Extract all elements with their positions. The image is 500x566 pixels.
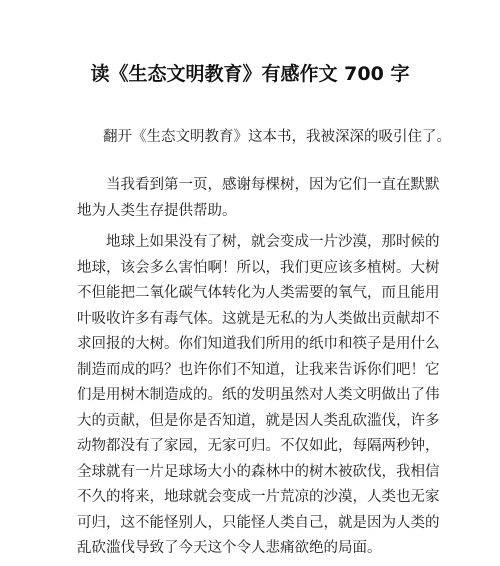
- paragraph-line: 乱砍滥伐导致了今天这个令人悲痛欲绝的局面。: [77, 540, 382, 556]
- paragraph-line: 地球，该会多么害怕啊！所以，我们更应该多植树。大树: [77, 259, 440, 276]
- paragraph-line: 不久的将来，地球就会变成一片荒凉的沙漠，人类也无家: [77, 489, 440, 505]
- paragraph-line: 不但能把二氧化碳气体转化为人类需要的氧气，而且能用: [77, 285, 440, 301]
- paragraph-line: 大的贡献，但是你是否知道，就是因人类乱砍滥伐，许多: [77, 412, 440, 429]
- paragraph-1: [77, 173, 440, 224]
- paragraph-line: 地为人类生存提供帮助。: [77, 202, 237, 219]
- paragraph-line: 叶吸收许多有毒气体。这就是无私的为人类做出贡献却不: [77, 310, 440, 327]
- paragraph-line: 地球上如果没有了树，就会变成一片沙漠，那时候的: [106, 234, 440, 250]
- paragraph-line: 动物都没有了家园，无家可归。不仅如此，每隔两秒钟，: [77, 438, 440, 454]
- paragraph-line: 全球就有一片足球场大小的森林中的树木被砍伐，我相信: [77, 463, 440, 480]
- paragraph-line: 可归，这不能怪别人，只能怪人类自己，就是因为人类的: [77, 514, 440, 531]
- paragraph-2: [77, 230, 440, 562]
- paragraph-line: 们是用树木制造成的。纸的发明虽然对人类文明做出了伟: [77, 387, 440, 403]
- paragraph-line: 求回报的大树。你们知道我们所用的纸巾和筷子是用什么: [77, 336, 440, 352]
- intro-line: 翻开《生态文明教育》这本书，我被深深的吸引住了。: [103, 129, 451, 145]
- page-title: 读《生态文明教育》有感作文 700 字: [90, 63, 410, 85]
- paragraph-line: 当我看到第一页，感谢每棵树，因为它们一直在默默: [106, 177, 440, 193]
- paragraph-line: 制造而成的吗？也许你们不知道，让我来告诉你们吧！它: [77, 361, 440, 378]
